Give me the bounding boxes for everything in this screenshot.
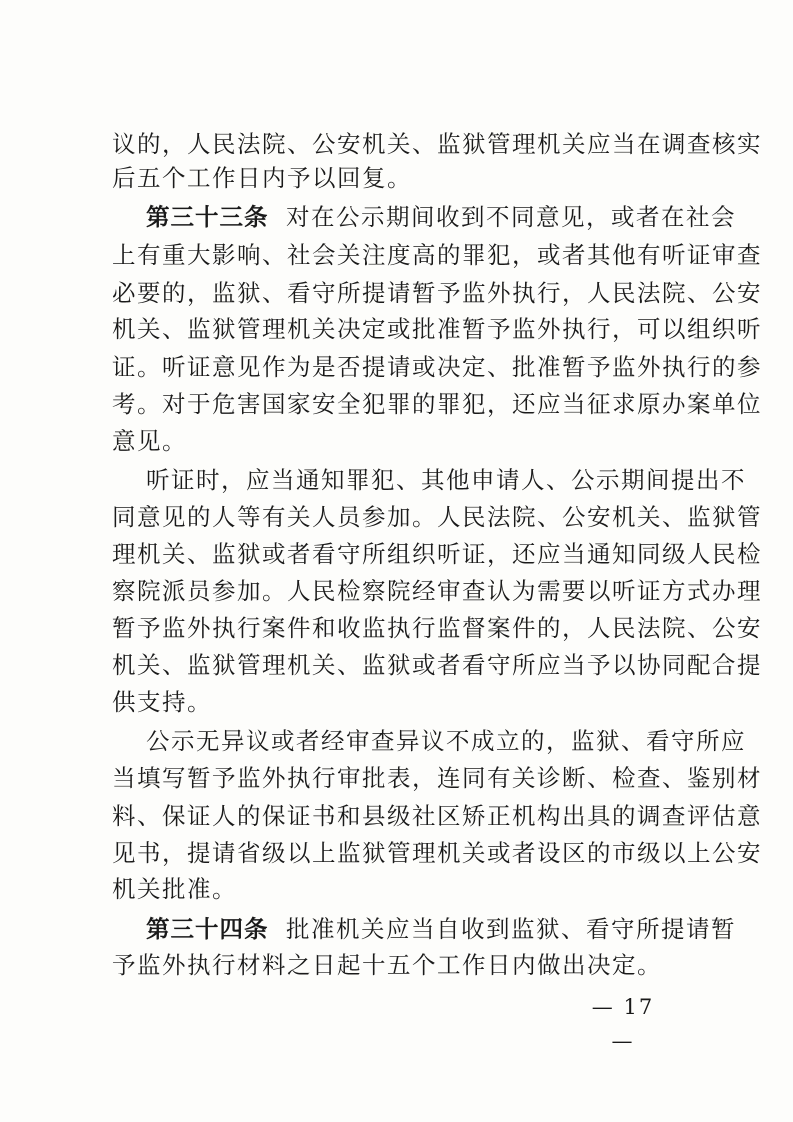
article-33-first-line [0,200,793,234]
line-text: 理机关、监狱或者看守所组织听证，还应当通知同级人民检 [112,540,762,568]
line-text: 证。听证意见作为是否提请或决定、批准暂予监外执行的参 [112,353,762,381]
text-line [0,872,793,906]
text-line [0,312,793,346]
line-text: 机关、监狱管理机关决定或批准暂予监外执行，可以组织听 [112,315,762,343]
page-number: — 17 — [591,995,655,1053]
article-heading: 第三十三条 [146,203,269,231]
text-line [0,161,793,195]
line-text: 必要的，监狱、看守所提请暂予监外执行，人民法院、公安 [112,279,762,307]
text-line [0,387,793,421]
line-text: 议的，人民法院、公安机关、监狱管理机关应当在调查核实 [112,130,762,158]
line-text: 料、保证人的保证书和县级社区矫正机构出具的调查评估意 [112,802,762,830]
line-text: 对在公示期间收到不同意见，或者在社会 [286,203,736,231]
text-line [0,500,793,534]
text-line [0,948,793,982]
text-line [0,761,793,795]
text-line [0,611,793,645]
line-text: 见书，提请省级以上监狱管理机关或者设区的市级以上公安 [112,839,762,867]
line-text: 察院派员参加。人民检察院经审查认为需要以听证方式办理 [112,577,762,605]
text-line [0,799,793,833]
text-line [0,463,793,497]
line-text: 后五个工作日内予以回复。 [112,164,412,192]
text-line [0,574,793,608]
text-line [0,648,793,682]
line-text: 当填写暂予监外执行审批表，连同有关诊断、检查、鉴别材 [112,764,762,792]
article-34-first-line [0,912,793,946]
line-text: 听证时，应当通知罪犯、其他申请人、公示期间提出不 [146,466,746,494]
line-text: 批准机关应当自收到监狱、看守所提请暂 [286,915,736,943]
line-text: 公示无异议或者经审查异议不成立的，监狱、看守所应 [146,727,746,755]
line-text: 供支持。 [112,688,212,716]
line-text: 予监外执行材料之日起十五个工作日内做出决定。 [112,951,662,979]
line-text: 同意见的人等有关人员参加。人民法院、公安机关、监狱管 [112,503,762,531]
line-text: 机关、监狱管理机关、监狱或者看守所应当予以协同配合提 [112,651,762,679]
text-line [0,127,793,161]
line-text: 考。对于危害国家安全犯罪的罪犯，还应当征求原办案单位 [112,390,762,418]
line-text: 上有重大影响、社会关注度高的罪犯，或者其他有听证审查 [112,241,762,269]
line-text: 意见。 [112,427,187,455]
text-line [0,685,793,719]
article-heading: 第三十四条 [146,915,269,943]
text-line [0,537,793,571]
text-line [0,836,793,870]
text-line [0,424,793,458]
text-line [0,724,793,758]
line-text: 机关批准。 [112,875,237,903]
text-line [0,276,793,310]
line-text: 暂予监外执行案件和收监执行监督案件的，人民法院、公安 [112,614,762,642]
text-line [0,350,793,384]
text-line [0,238,793,272]
